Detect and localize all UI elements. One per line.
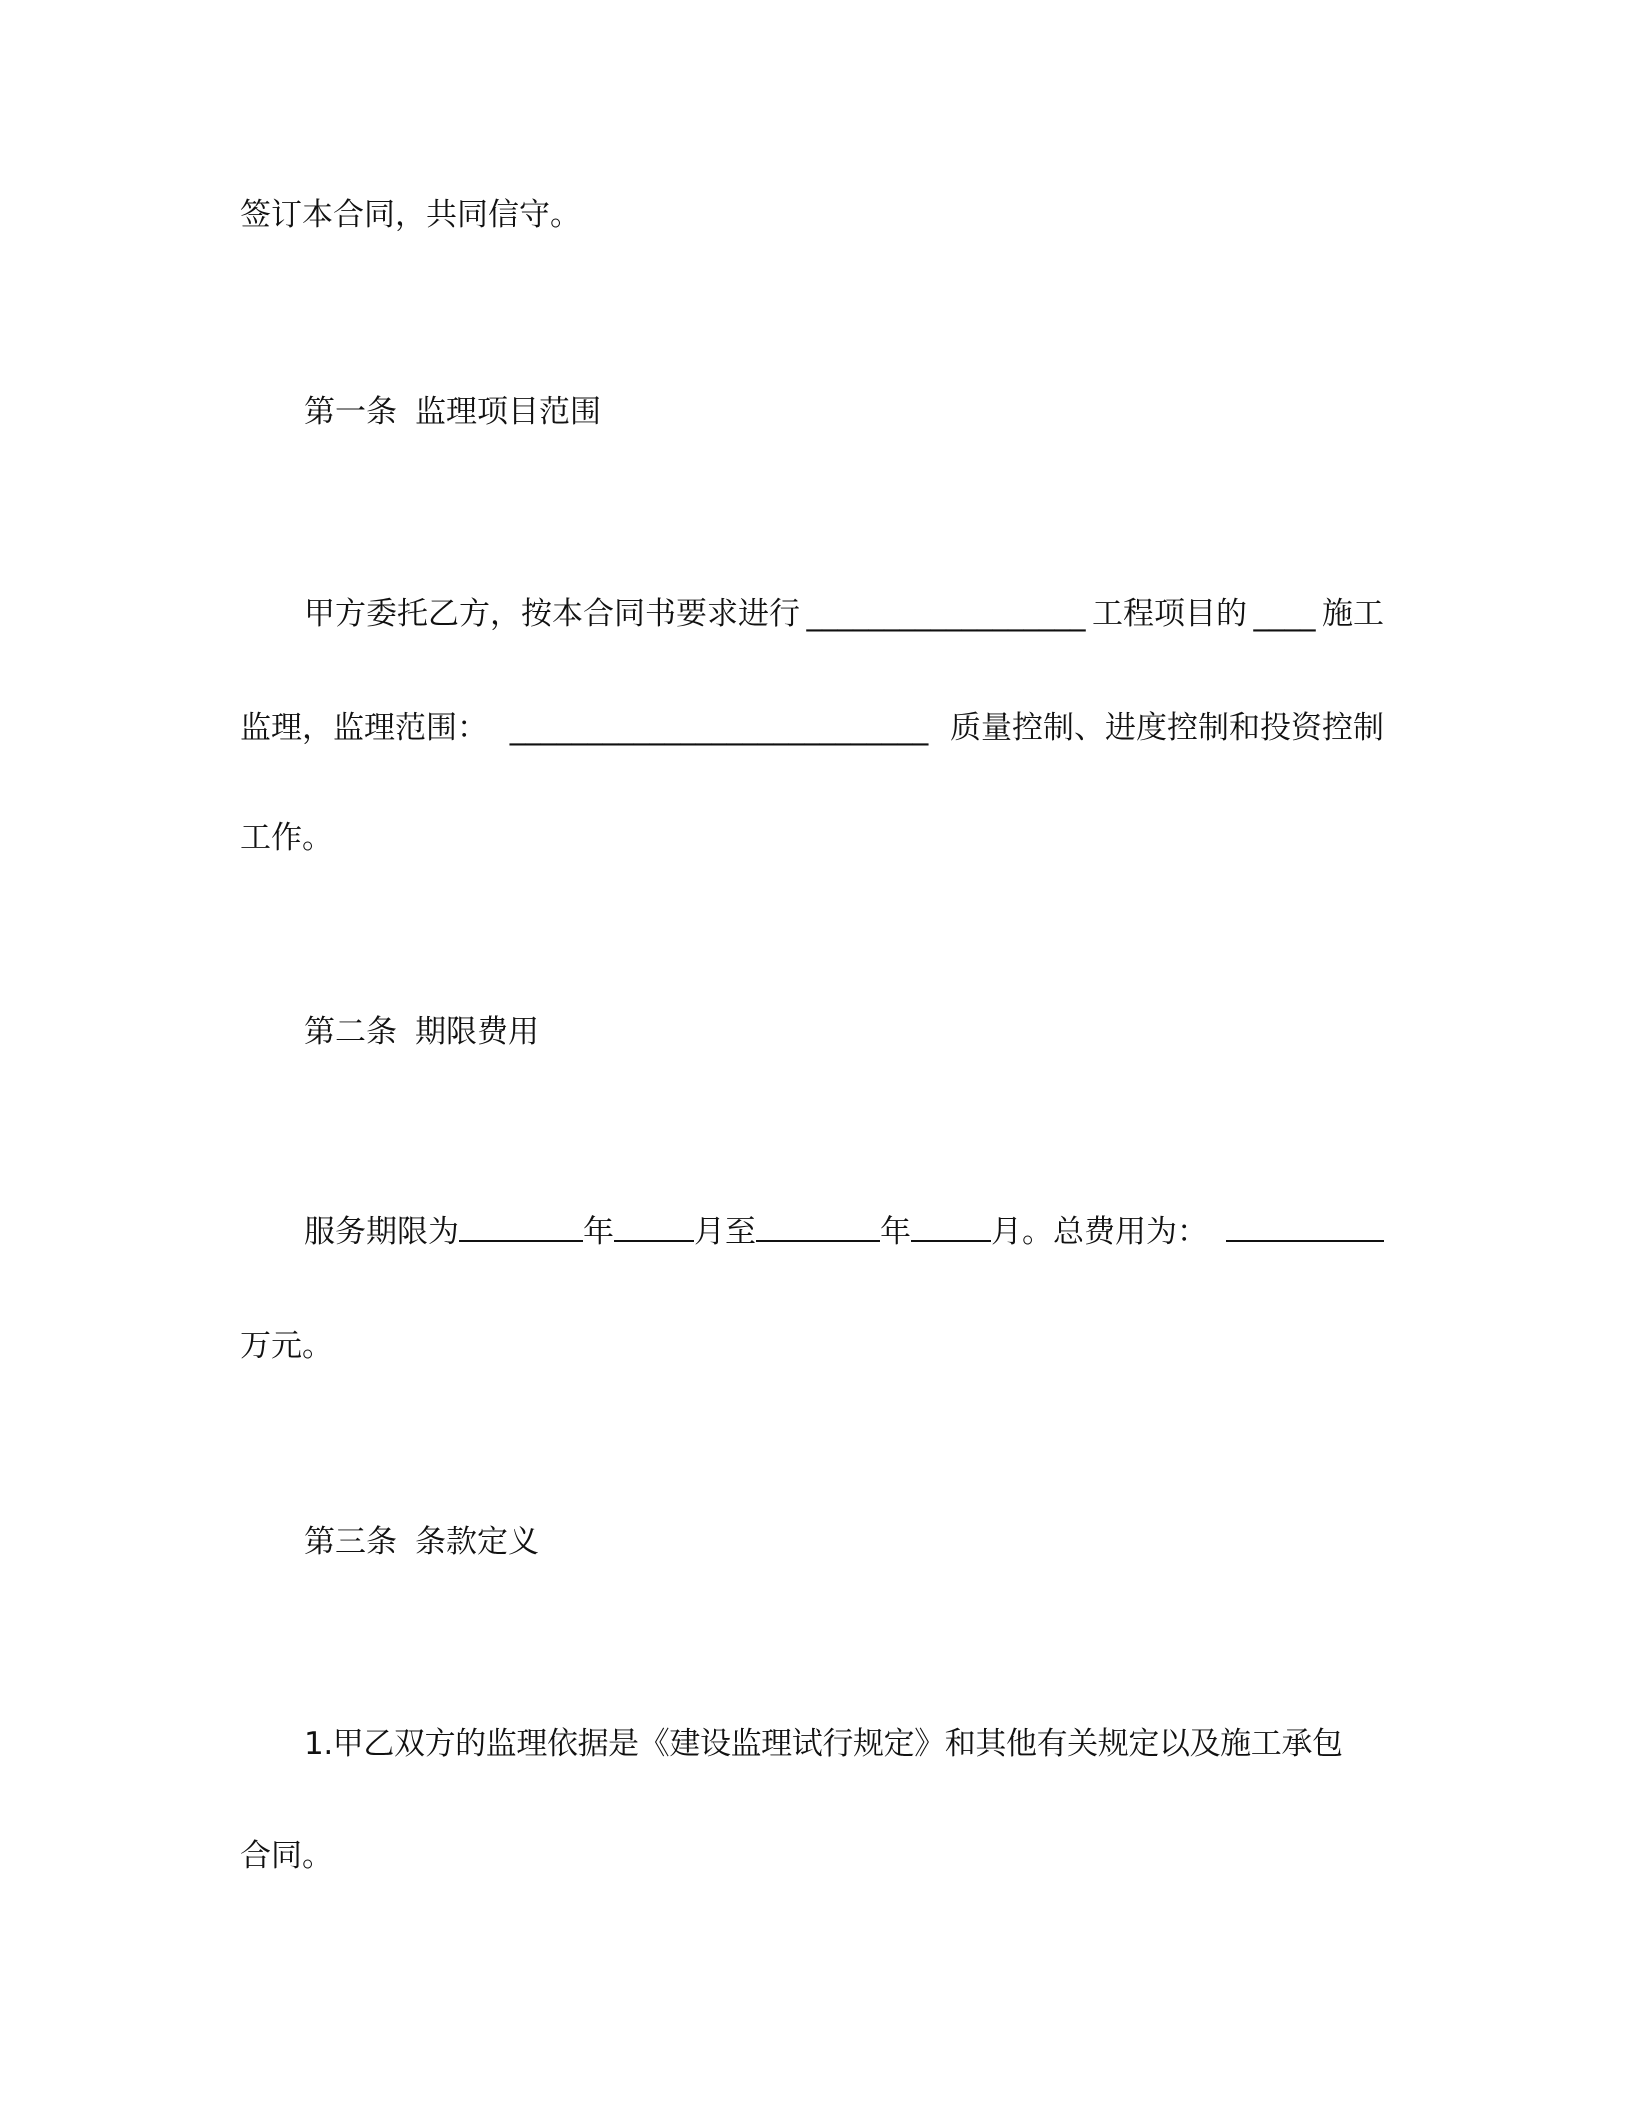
article-1-title: 监理项目范围: [415, 394, 601, 430]
article-1-heading: [304, 392, 601, 432]
article-2-heading: [304, 1012, 539, 1052]
article-3-heading: [304, 1522, 539, 1562]
total-fee-label: 月。总费用为：: [991, 1214, 1208, 1250]
article-1-number: 第一条: [304, 394, 397, 430]
article-1-paragraph-line-3: 工作。: [240, 820, 333, 856]
blank-start-year[interactable]: [459, 1210, 583, 1242]
month-to-label: 月至: [694, 1214, 756, 1250]
article-3-item-1-line-2: 合同。: [240, 1838, 333, 1874]
article-1-paragraph-line-2: [240, 708, 1384, 748]
article-1-text-c: 施工: [1322, 596, 1384, 632]
article-1-text-a: 甲方委托乙方，按本合同书要求进行: [304, 596, 800, 632]
article-3-title: 条款定义: [415, 1524, 539, 1560]
blank-end-year[interactable]: [756, 1210, 880, 1242]
year-label-2: 年: [880, 1214, 911, 1250]
blank-scope[interactable]: ___________________________: [509, 710, 929, 746]
blank-project-name[interactable]: __________________: [806, 596, 1086, 632]
blank-start-month[interactable]: [614, 1210, 694, 1242]
blank-total-fee[interactable]: [1226, 1210, 1384, 1242]
term-label: 服务期限为: [304, 1214, 459, 1250]
article-3-number: 第三条: [304, 1524, 397, 1560]
article-2-title: 期限费用: [415, 1014, 539, 1050]
article-1-scope-text: 质量控制、进度控制和投资控制: [950, 710, 1384, 746]
article-2-paragraph-line-1: [304, 1210, 1384, 1252]
blank-stage[interactable]: ____: [1253, 596, 1316, 632]
article-1-paragraph-line-1: [304, 594, 1384, 634]
article-2-number: 第二条: [304, 1014, 397, 1050]
article-2-paragraph-line-2: 万元。: [240, 1328, 333, 1364]
article-1-scope-label: 监理，监理范围：: [240, 710, 488, 746]
paragraph-closing-line: 签订本合同，共同信守。: [240, 197, 581, 233]
year-label-1: 年: [583, 1214, 614, 1250]
article-1-text-b: 工程项目的: [1092, 596, 1247, 632]
article-3-item-1-line-1: 1.甲乙双方的监理依据是《建设监理试行规定》和其他有关规定以及施工承包: [304, 1726, 1343, 1762]
blank-end-month[interactable]: [911, 1210, 991, 1242]
